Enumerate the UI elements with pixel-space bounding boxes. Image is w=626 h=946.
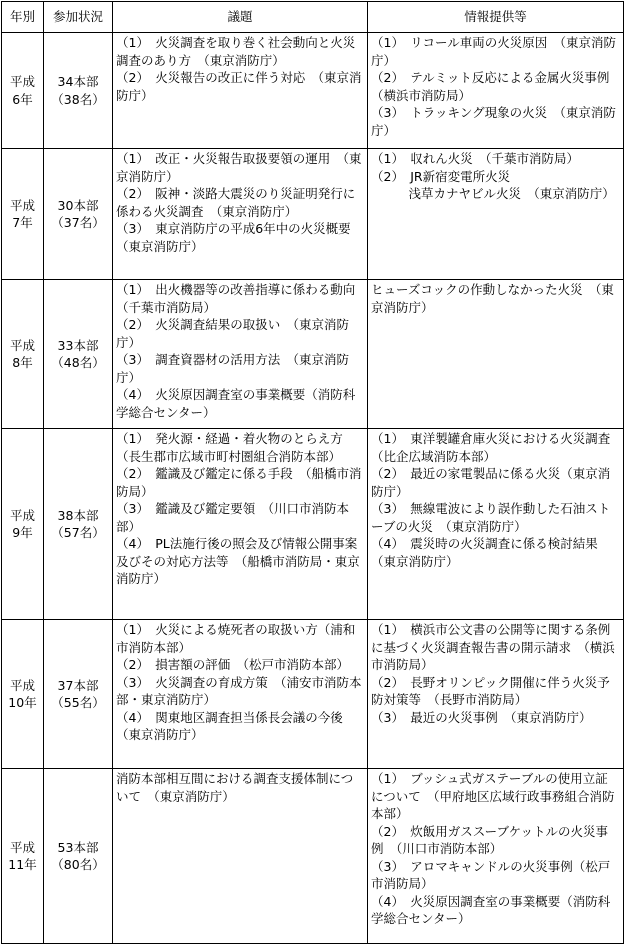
headquarters-count: 38本部 bbox=[57, 507, 99, 523]
attendance-cell bbox=[44, 149, 113, 280]
participant-count: （38名） bbox=[51, 91, 105, 107]
agenda-item: （3） 東京消防庁の平成6年中の火災概要 （東京消防庁） bbox=[116, 221, 364, 254]
participant-count: （55名） bbox=[51, 695, 105, 711]
year-label: 10年 bbox=[8, 695, 37, 711]
year-label: 7年 bbox=[12, 215, 33, 231]
year-label: 8年 bbox=[12, 355, 33, 371]
agenda-item: （1） 発火源・経過・着火物のとらえ方 （長生郡市広域市町村圏組合消防本部） bbox=[116, 431, 356, 464]
participant-count: （37名） bbox=[51, 215, 105, 231]
agenda-cell bbox=[113, 620, 368, 769]
info-item: （3） 無線電波により誤作動した石油ストーブの火災 （東京消防庁） bbox=[371, 501, 611, 534]
table-row bbox=[2, 429, 624, 620]
attendance-cell bbox=[44, 33, 113, 149]
info-item: （1） 横浜市公文書の公開等に関する条例に基づく火災調査報告書の開示請求 （横浜市消防局） bbox=[371, 622, 615, 673]
year-label: 9年 bbox=[12, 525, 33, 541]
agenda-item: （2） 火災調査結果の取扱い （東京消防庁） bbox=[116, 317, 349, 350]
table-row bbox=[2, 280, 624, 429]
era-label: 平成 bbox=[9, 507, 35, 523]
headquarters-count: 33本部 bbox=[57, 337, 99, 353]
agenda-item: （2） 損害額の評価 （松戸市消防本部） bbox=[116, 657, 349, 673]
info-cell bbox=[368, 149, 624, 280]
headquarters-count: 37本部 bbox=[57, 677, 99, 693]
info-item: （2） 炊飯用ガススーブケットルの火災事例 （川口市消防本部） bbox=[371, 823, 608, 857]
year-cell bbox=[2, 33, 44, 149]
era-label: 平成 bbox=[9, 337, 35, 353]
headquarters-count: 34本部 bbox=[57, 74, 99, 89]
info-item: （1） 東洋製罐倉庫火災における火災調査 （比企広域消防本部） bbox=[371, 431, 623, 464]
year-cell bbox=[2, 429, 44, 620]
agenda-item: （3） 調査資器材の活用方法 （東京消防庁） bbox=[116, 352, 349, 385]
info-item: （3） アロマキャンドルの火災事例（松戸市消防局） bbox=[371, 858, 611, 892]
agenda-item: （3） 鑑識及び鑑定要領 （川口市消防本部） bbox=[116, 501, 349, 534]
agenda-cell bbox=[113, 33, 368, 149]
info-item: ヒューズコックの作動しなかった火災 （東京消防庁） bbox=[371, 282, 614, 315]
table-row bbox=[2, 620, 624, 769]
attendance-cell bbox=[44, 429, 113, 620]
headquarters-count: 53本部 bbox=[57, 839, 99, 855]
info-item: （2） JR新宿変電所火災 bbox=[371, 168, 511, 184]
agenda-item: （4） PL法施行後の照会及び情報公開事案及びその対応方法等 （船橋市消防局・東京消防庁） bbox=[116, 536, 360, 587]
info-item: （3） トラッキング現象の火災 （東京消防庁） bbox=[371, 105, 616, 138]
attendance-cell bbox=[44, 280, 113, 429]
info-item: （2） 最近の家電製品に係る火災（東京消防庁） bbox=[371, 466, 611, 499]
era-label: 平成 bbox=[9, 839, 35, 855]
agenda-item: （2） 火災報告の改正に伴う対応 （東京消防庁） bbox=[116, 70, 362, 103]
header-agenda: 議題 bbox=[113, 2, 368, 33]
era-label: 平成 bbox=[9, 74, 35, 89]
participant-count: （48名） bbox=[51, 355, 105, 371]
era-label: 平成 bbox=[9, 197, 35, 213]
agenda-item: （1） 出火機器等の改善指導に係わる動向 （千葉市消防局） bbox=[116, 282, 368, 315]
agenda-item: （1） 改正・火災報告取扱要領の運用 （東京消防庁） bbox=[116, 151, 362, 184]
header-row bbox=[2, 2, 624, 33]
agenda-item: （1） 火災による焼死者の取扱い方（浦和市消防本部） bbox=[116, 622, 356, 655]
year-cell bbox=[2, 769, 44, 944]
agenda-item: （2） 阪神・淡路大震災のり災証明発行に係わる火災調査 （東京消防庁） bbox=[116, 186, 356, 219]
info-cell bbox=[368, 620, 624, 769]
header-attendance: 参加状況 bbox=[44, 2, 113, 33]
agenda-item: （3） 火災調査の育成方策 （浦安市消防本部・東京消防庁） bbox=[116, 674, 362, 708]
year-label: 6年 bbox=[12, 91, 33, 107]
participant-count: （80名） bbox=[51, 857, 105, 873]
header-year: 年別 bbox=[2, 2, 44, 33]
agenda-item: （4） 火災原因調査室の事業概要（消防科学総合センター） bbox=[116, 387, 356, 420]
agenda-item: （2） 鑑識及び鑑定に係る手段 （船橋市消防局） bbox=[116, 466, 362, 499]
info-item: （3） 最近の火災事例 （東京消防庁） bbox=[371, 709, 592, 725]
table-row bbox=[2, 33, 624, 149]
info-item: （2） 長野オリンピック開催に伴う火災予防対策等 （長野市消防局） bbox=[371, 674, 610, 708]
agenda-item: 消防本部相互間における調査支援体制について （東京消防庁） bbox=[116, 771, 354, 804]
agenda-item: （4） 関東地区調査担当係長会議の今後 （東京消防庁） bbox=[116, 709, 356, 743]
participant-count: （57名） bbox=[51, 525, 105, 541]
info-item: 浅草カナヤビル火災 （東京消防庁） bbox=[371, 186, 615, 202]
info-cell bbox=[368, 769, 624, 944]
info-item: （1） 収れん火災 （千葉市消防局） bbox=[371, 151, 579, 167]
info-cell bbox=[368, 280, 624, 429]
agenda-item: （1） 火災調査を取り巻く社会動向と火災調査のあり方 （東京消防庁） bbox=[116, 35, 356, 68]
agenda-cell bbox=[113, 280, 368, 429]
table-row bbox=[2, 149, 624, 280]
year-cell bbox=[2, 149, 44, 280]
agenda-cell bbox=[113, 149, 368, 280]
year-cell bbox=[2, 280, 44, 429]
info-cell bbox=[368, 33, 624, 149]
agenda-cell bbox=[113, 769, 368, 944]
table-row bbox=[2, 769, 624, 944]
table-body bbox=[2, 33, 624, 944]
info-item: （2） テルミット反応による金属火災事例 （横浜市消防局） bbox=[371, 70, 622, 103]
info-item: （1） リコール車両の火災原因 （東京消防庁） bbox=[371, 35, 616, 68]
meeting-record-table bbox=[1, 1, 624, 944]
agenda-cell bbox=[113, 429, 368, 620]
year-cell bbox=[2, 620, 44, 769]
attendance-cell bbox=[44, 769, 113, 944]
year-label: 11年 bbox=[8, 857, 37, 873]
headquarters-count: 30本部 bbox=[57, 197, 99, 213]
info-item: （4） 火災原因調査室の事業概要（消防科学総合センター） bbox=[371, 893, 611, 927]
info-item: （4） 震災時の火災調査に係る検討結果 （東京消防庁） bbox=[371, 536, 611, 569]
info-item: （1） ブッシュ式ガステーブルの使用立証について （甲府地区広域行政事務組合消防本部） bbox=[371, 771, 615, 822]
era-label: 平成 bbox=[9, 677, 35, 693]
attendance-cell bbox=[44, 620, 113, 769]
info-cell bbox=[368, 429, 624, 620]
header-info: 情報提供等 bbox=[368, 2, 624, 33]
